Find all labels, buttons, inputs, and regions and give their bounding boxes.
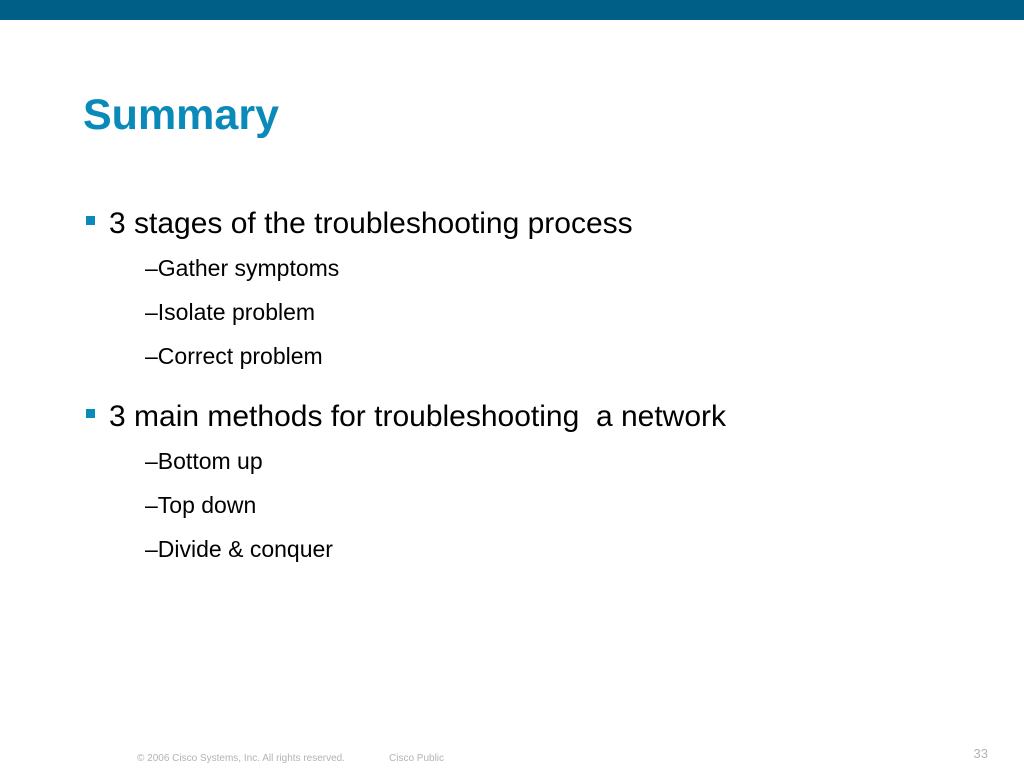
bullet-item — [86, 204, 633, 244]
sub-bullet-item: –Divide & conquer — [145, 536, 333, 562]
sub-bullet-item: –Top down — [145, 492, 257, 518]
square-bullet-icon — [86, 216, 95, 225]
bullet-text: 3 main methods for troubleshooting a network — [109, 400, 727, 433]
square-bullet-icon — [86, 409, 95, 418]
sub-bullet-item: –Correct problem — [145, 343, 323, 369]
footer-classification: Cisco Public — [389, 753, 445, 764]
slide-title: Summary — [83, 91, 279, 139]
bullet-group-stages — [86, 204, 633, 378]
sub-bullet-item: –Bottom up — [145, 448, 263, 474]
bullet-text: 3 stages of the troubleshooting process — [109, 207, 633, 240]
sub-bullet-list — [86, 439, 333, 571]
bullet-item — [86, 397, 727, 437]
footer-copyright: © 2006 Cisco Systems, Inc. All rights reserved. — [137, 753, 346, 764]
sub-bullet-item: –Gather symptoms — [145, 255, 340, 281]
bullet-group-methods — [86, 397, 727, 571]
sub-bullet-item: –Isolate problem — [145, 299, 316, 325]
page-number: 33 — [973, 746, 988, 761]
top-banner — [0, 0, 1024, 20]
sub-bullet-list — [86, 246, 339, 378]
